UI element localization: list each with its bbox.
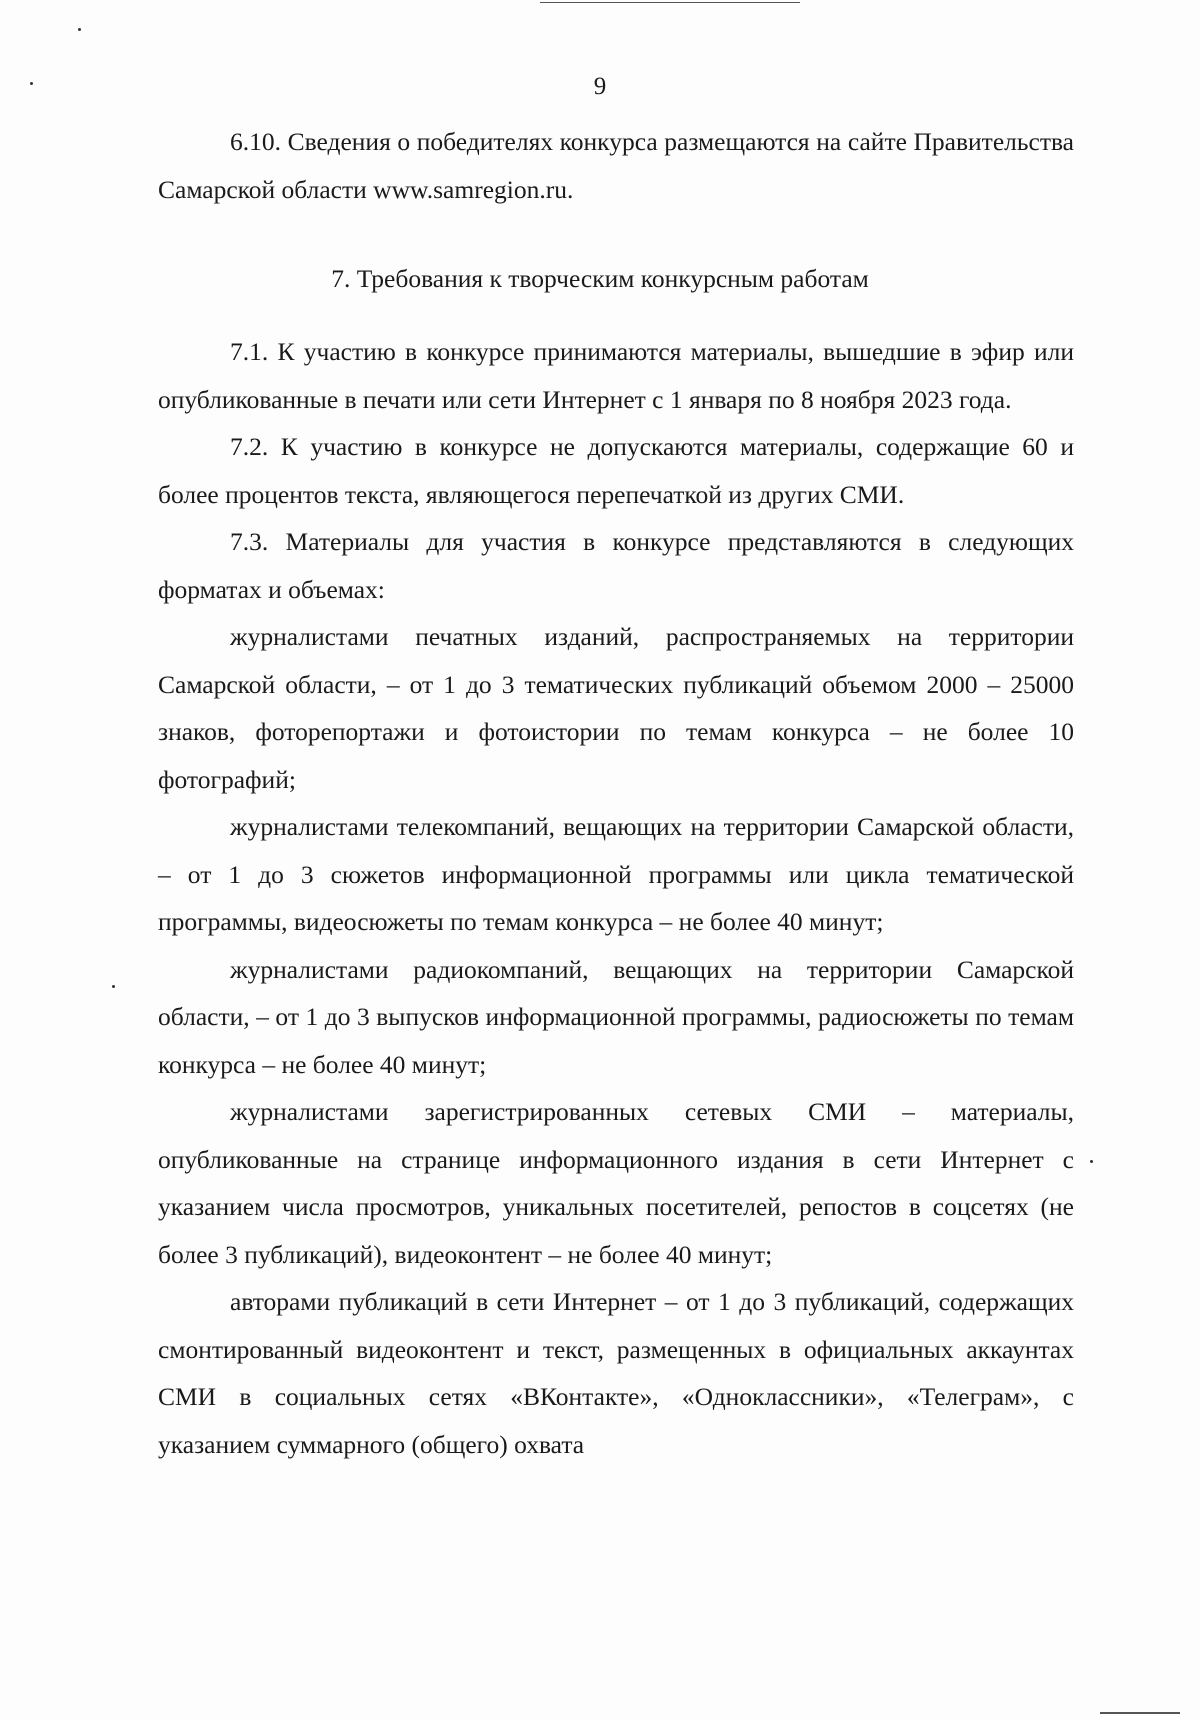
section-7-heading: 7. Требования к творческим конкурсным работам (331, 264, 869, 293)
list-item-internet-authors: авторами публикаций в сети Интернет – от 1 до 3 публикаций, содержащих смонтированный видеоконтент и текст, размещенных в официальных аккаунтах СМИ в социальных сетях «ВКонтакте», «Одноклассники», «Телеграм», с указанием суммарного (общего) охвата (158, 1287, 1074, 1459)
scan-speck (112, 985, 115, 988)
scan-edge-line (540, 2, 800, 3)
list-item-online-media: журналистами зарегистрированных сетевых СМИ – материалы, опубликованные на странице информационного издания в сети Интернет с указанием числа просмотров, уникальных посетителей, репостов в соцсетях (не более 3 публикаций), видеоконтент – не более 40 минут; (158, 1097, 1074, 1269)
paragraph-7-3: 7.3. Материалы для участия в конкурсе представляются в следующих форматах и объемах: (158, 527, 1074, 604)
scan-speck (30, 82, 33, 85)
scan-speck (78, 28, 81, 31)
paragraph-7-1: 7.1. К участию в конкурсе принимаются материалы, вышедшие в эфир или опубликованные в печати или сети Интернет с 1 января по 8 ноября 2023 года. (158, 337, 1074, 414)
paragraph-6-10-block (158, 118, 1074, 213)
list-item-print-media: журналистами печатных изданий, распространяемых на территории Самарской области, – от 1 до 3 тематических публикаций объемом 2000 – 25000 знаков, фоторепортажи и фотоистории по темам конкурса – не более 10 фотографий; (158, 622, 1074, 794)
section-7-body (158, 328, 1074, 1468)
paragraph-7-2: 7.2. К участию в конкурсе не допускаются материалы, содержащие 60 и более процентов текста, являющегося перепечаткой из других СМИ. (158, 432, 1074, 509)
scan-edge-line (1100, 1712, 1180, 1714)
list-item-radio: журналистами радиокомпаний, вещающих на территории Самарской области, – от 1 до 3 выпусков информационной программы, радиосюжеты по темам конкурса – не более 40 минут; (158, 954, 1074, 1079)
list-item-tv: журналистами телекомпаний, вещающих на территории Самарской области, – от 1 до 3 сюжетов информационной программы или цикла тематической программы, видеосюжеты по темам конкурса – не более 40 минут; (158, 812, 1074, 936)
paragraph-6-10: 6.10. Сведения о победителях конкурса размещаются на сайте Правительства Самарской области www.samregion.ru. (158, 127, 1074, 204)
scan-speck (1090, 1160, 1093, 1163)
page-number: 9 (593, 73, 607, 100)
